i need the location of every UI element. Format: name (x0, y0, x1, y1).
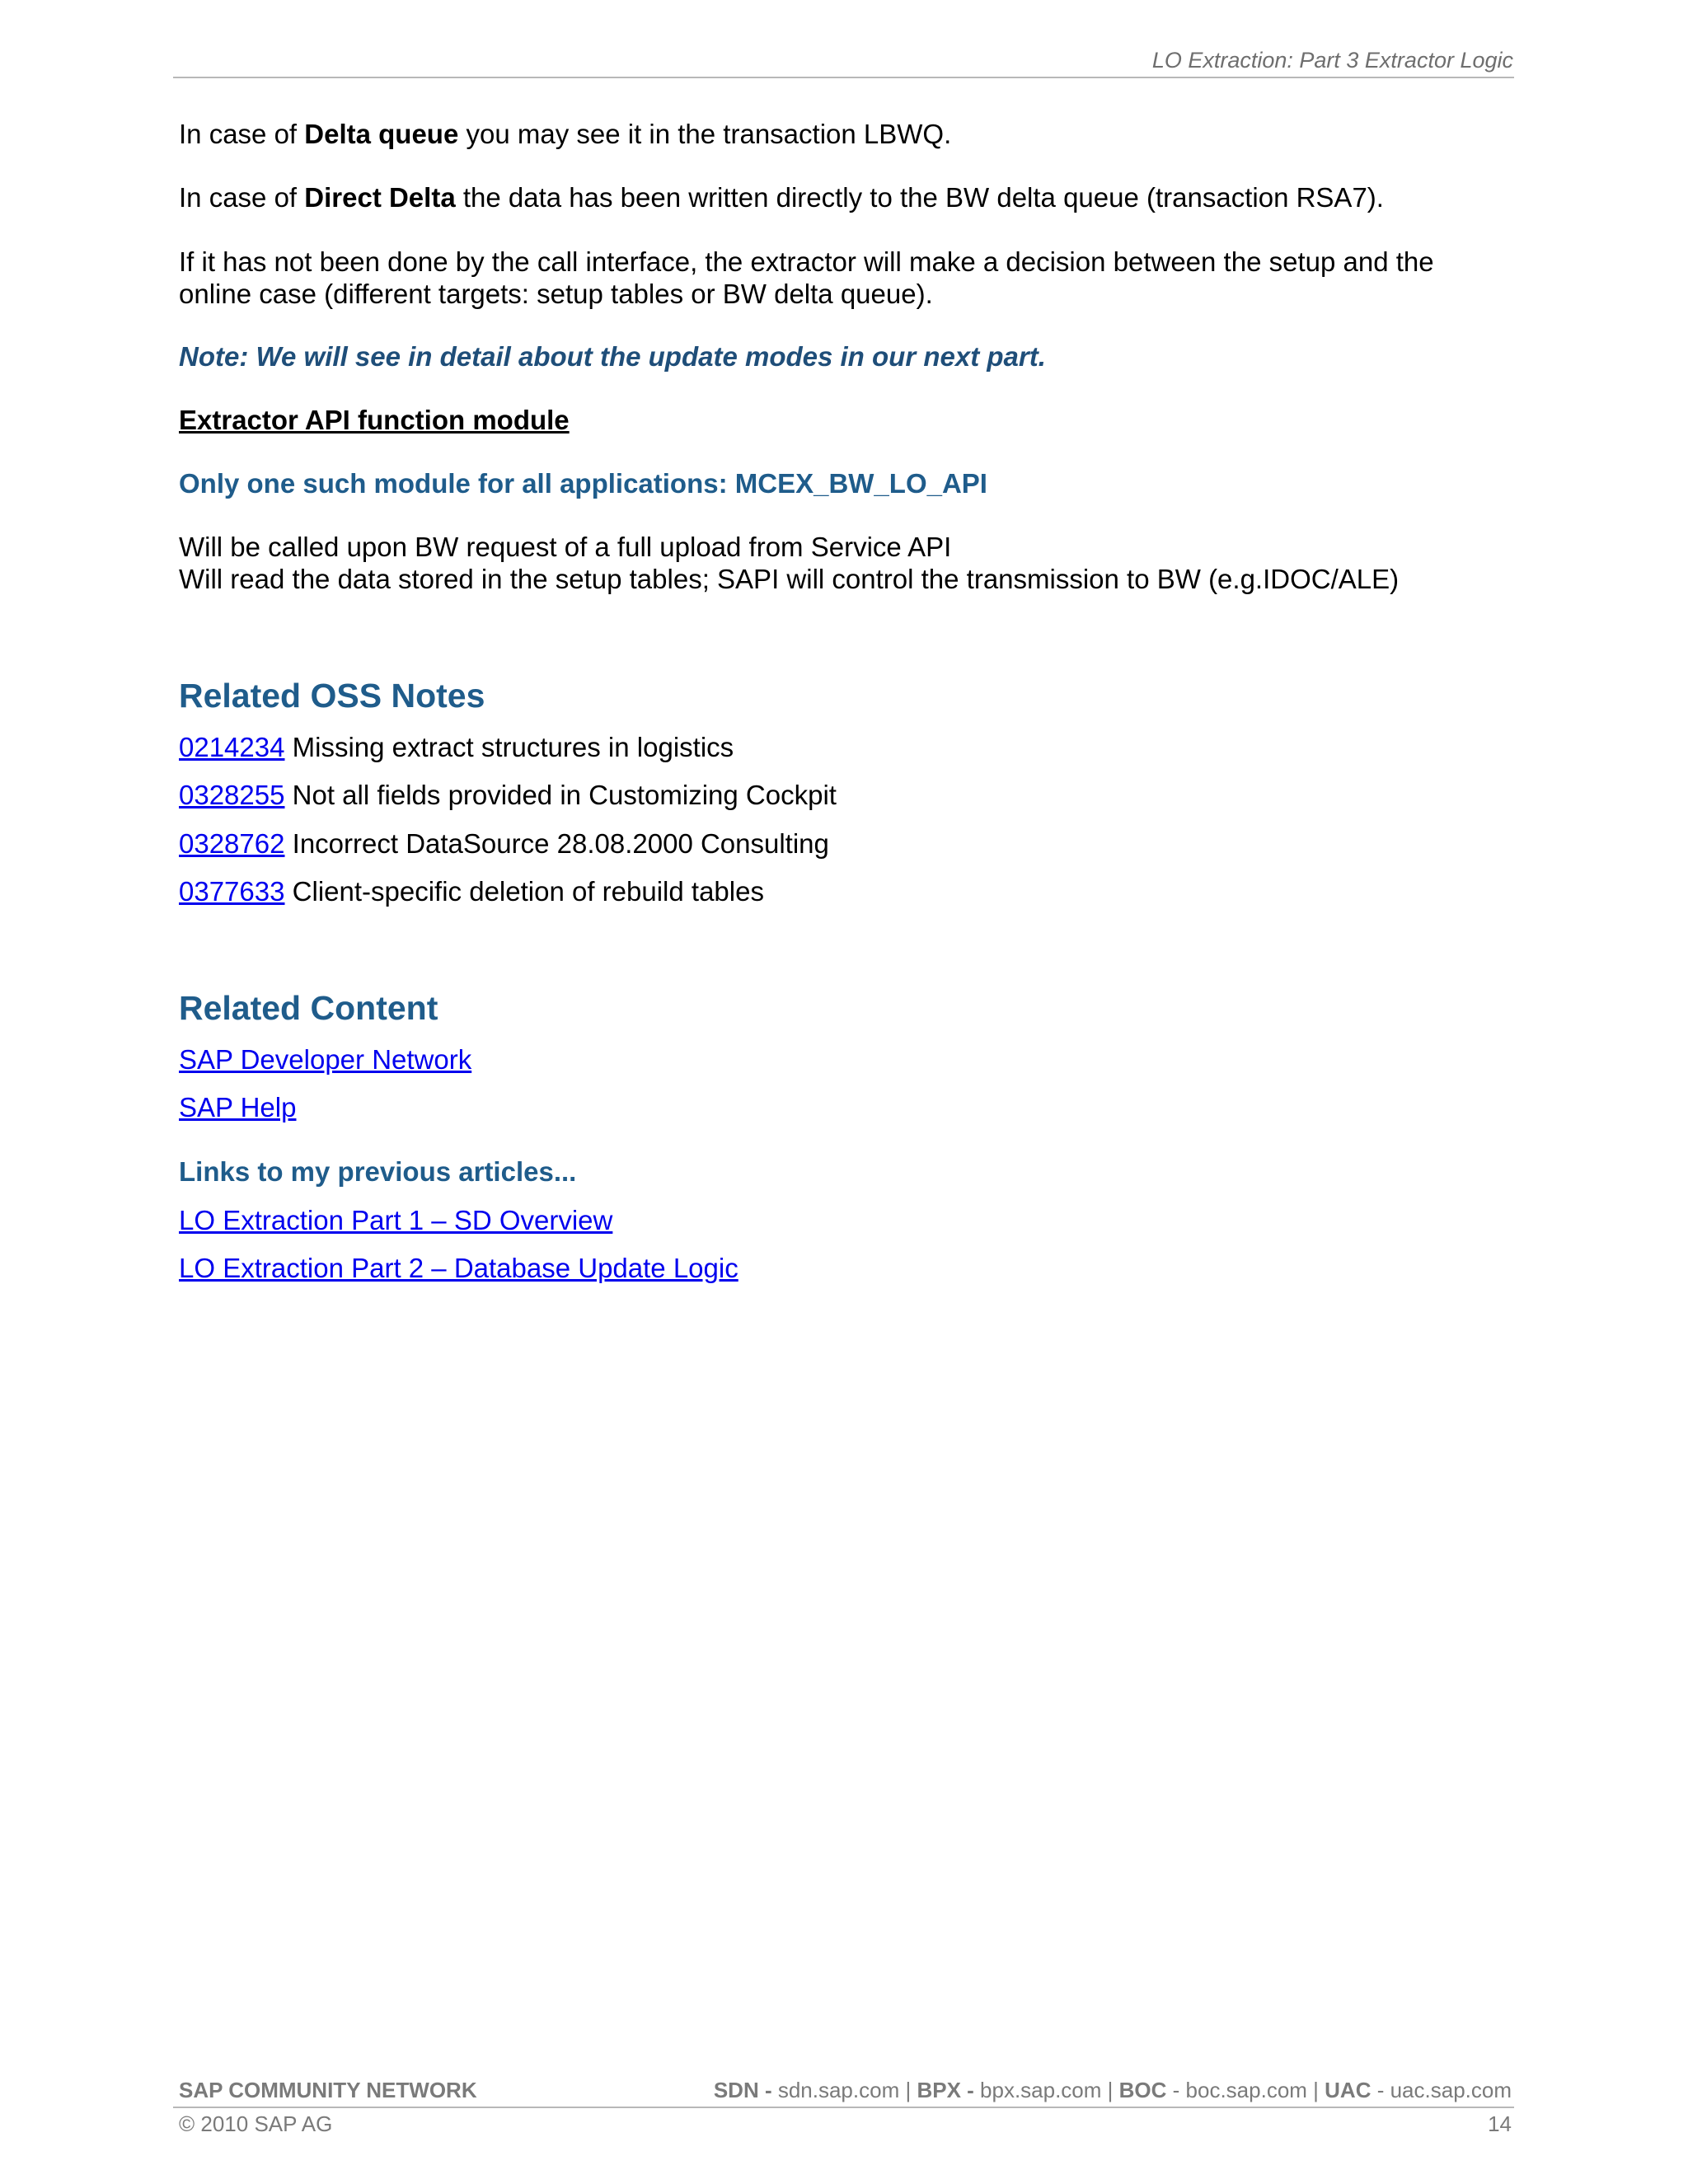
paragraph-api-line2: Will read the data stored in the setup tables; SAPI will control the transmission to BW (e.g.IDOC/ALE) (179, 564, 1400, 594)
footer-separator: | (1306, 2078, 1325, 2102)
oss-note-text: Not all fields provided in Customizing Cockpit (284, 780, 837, 810)
related-content-heading: Related Content (179, 989, 438, 1027)
oss-notes-heading: Related OSS Notes (179, 677, 485, 715)
footer-site-url: - boc.sap.com (1166, 2078, 1307, 2102)
oss-note-link[interactable]: 0328762 (179, 828, 285, 859)
note-text: Note: We will see in detail about the update modes in our next part. (179, 341, 1046, 372)
running-header: LO Extraction: Part 3 Extractor Logic (1151, 48, 1513, 73)
previous-article-link-part1[interactable]: LO Extraction Part 1 – SD Overview (179, 1205, 613, 1235)
previous-articles-heading: Links to my previous articles... (179, 1156, 577, 1187)
oss-note-link[interactable]: 0377633 (179, 876, 285, 907)
p2-prefix: In case of (179, 182, 305, 213)
footer-copyright: © 2010 SAP AG (179, 2111, 333, 2136)
paragraph-direct-delta (179, 181, 1384, 214)
oss-note-text: Incorrect DataSource 28.08.2000 Consulting (284, 828, 829, 859)
page-number: 14 (1488, 2111, 1512, 2136)
extractor-api-heading: Extractor API function module (179, 405, 570, 435)
previous-article-item (179, 1252, 738, 1285)
previous-article-item (179, 1204, 612, 1237)
p2-suffix: the data has been written directly to the BW delta queue (transaction RSA7). (455, 182, 1384, 213)
footer-site-url: sdn.sap.com (771, 2078, 900, 2102)
previous-article-link-part2[interactable]: LO Extraction Part 2 – Database Update Logic (179, 1253, 738, 1283)
oss-note-item (179, 779, 837, 812)
oss-note-text: Client-specific deletion of rebuild tables (284, 876, 764, 907)
oss-note-link[interactable]: 0214234 (179, 732, 285, 762)
oss-note-item (179, 875, 764, 908)
oss-note-item (179, 731, 734, 764)
oss-note-link[interactable]: 0328255 (179, 780, 285, 810)
sap-developer-network-link[interactable]: SAP Developer Network (179, 1044, 472, 1075)
footer-site-code: SDN - (713, 2078, 772, 2102)
paragraph-call-interface-line2: online case (different targets: setup tables or BW delta queue). (179, 279, 933, 309)
oss-note-item (179, 827, 829, 860)
related-link-item (179, 1043, 471, 1076)
footer-sites (714, 2078, 1512, 2103)
p2-bold: Direct Delta (304, 182, 456, 213)
footer-site-code: UAC (1325, 2078, 1372, 2102)
footer-separator: | (899, 2078, 917, 2102)
oss-note-text: Missing extract structures in logistics (284, 732, 734, 762)
p1-suffix: you may see it in the transaction LBWQ. (458, 119, 952, 149)
header-rule (173, 77, 1514, 78)
paragraph-delta-queue (179, 118, 951, 151)
footer-site-code: BOC (1118, 2078, 1167, 2102)
footer-separator: | (1101, 2078, 1119, 2102)
footer-rule (173, 2107, 1514, 2108)
footer-site-code: BPX - (917, 2078, 974, 2102)
related-link-item (179, 1091, 296, 1124)
p1-bold: Delta queue (304, 119, 459, 149)
sap-help-link[interactable]: SAP Help (179, 1092, 297, 1122)
p1-prefix: In case of (179, 119, 305, 149)
paragraph-api-line1: Will be called upon BW request of a full upload from Service API (179, 532, 952, 562)
footer-site-url: - uac.sap.com (1371, 2078, 1512, 2102)
footer-site-url: bpx.sap.com (973, 2078, 1102, 2102)
footer-network-name: SAP COMMUNITY NETWORK (179, 2078, 477, 2102)
module-heading: Only one such module for all applications: MCEX_BW_LO_API (179, 468, 987, 499)
paragraph-call-interface-line1: If it has not been done by the call interface, the extractor will make a decision between the setup and the (179, 246, 1434, 277)
